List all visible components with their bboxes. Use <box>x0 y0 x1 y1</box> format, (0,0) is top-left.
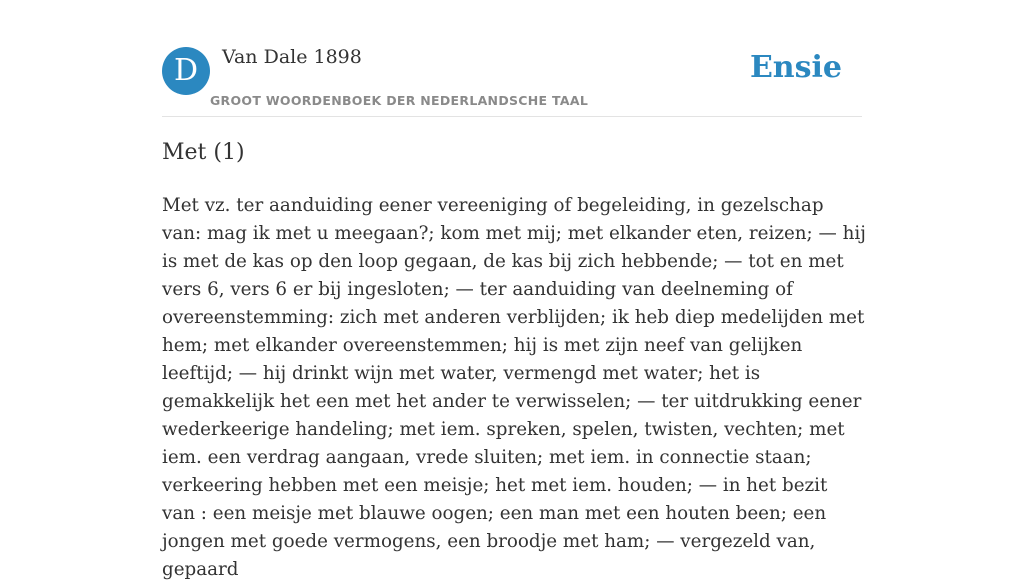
source-title[interactable]: Van Dale 1898 <box>222 46 362 68</box>
dictionary-header <box>162 46 862 117</box>
entry-title: Met (1) <box>162 140 245 165</box>
source-subtitle: GROOT WOORDENBOEK DER NEDERLANDSCHE TAAL <box>210 93 589 108</box>
dictionary-logo[interactable]: D <box>162 47 210 95</box>
ensie-logo[interactable]: Ensie <box>749 50 842 85</box>
entry-definition: Met vz. ter aanduiding eener vereeniging of begeleiding, in gezelschap van: mag ik met u meegaan?; kom met mij; met elkander eten, reizen; — hij is met de kas op den loop gegaan, de kas bij zich hebbende; — tot en met vers 6, vers 6 er bij ingesloten; — ter aanduiding van deelneming of overeenstemming: zich met anderen verblijden; ik heb diep medelijden met hem; met elkander overeenstemmen; hij is met zijn neef van gelijken leeftijd; — hij drinkt wijn met water, vermengd met water; het is gemakkelijk het een met het ander te verwisselen; — ter uitdrukking eener wederkeerige handeling; met iem. spreken, spelen, twisten, vechten; met iem. een verdrag aangaan, vrede sluiten; met iem. in connectie staan; verkeering hebben met een meisje; het met iem. houden; — in het bezit van : een meisje met blauwe oogen; een man met een houten been; een jongen met goede vermogens, een broodje met ham; — vergezeld van, gepaard <box>162 195 866 580</box>
